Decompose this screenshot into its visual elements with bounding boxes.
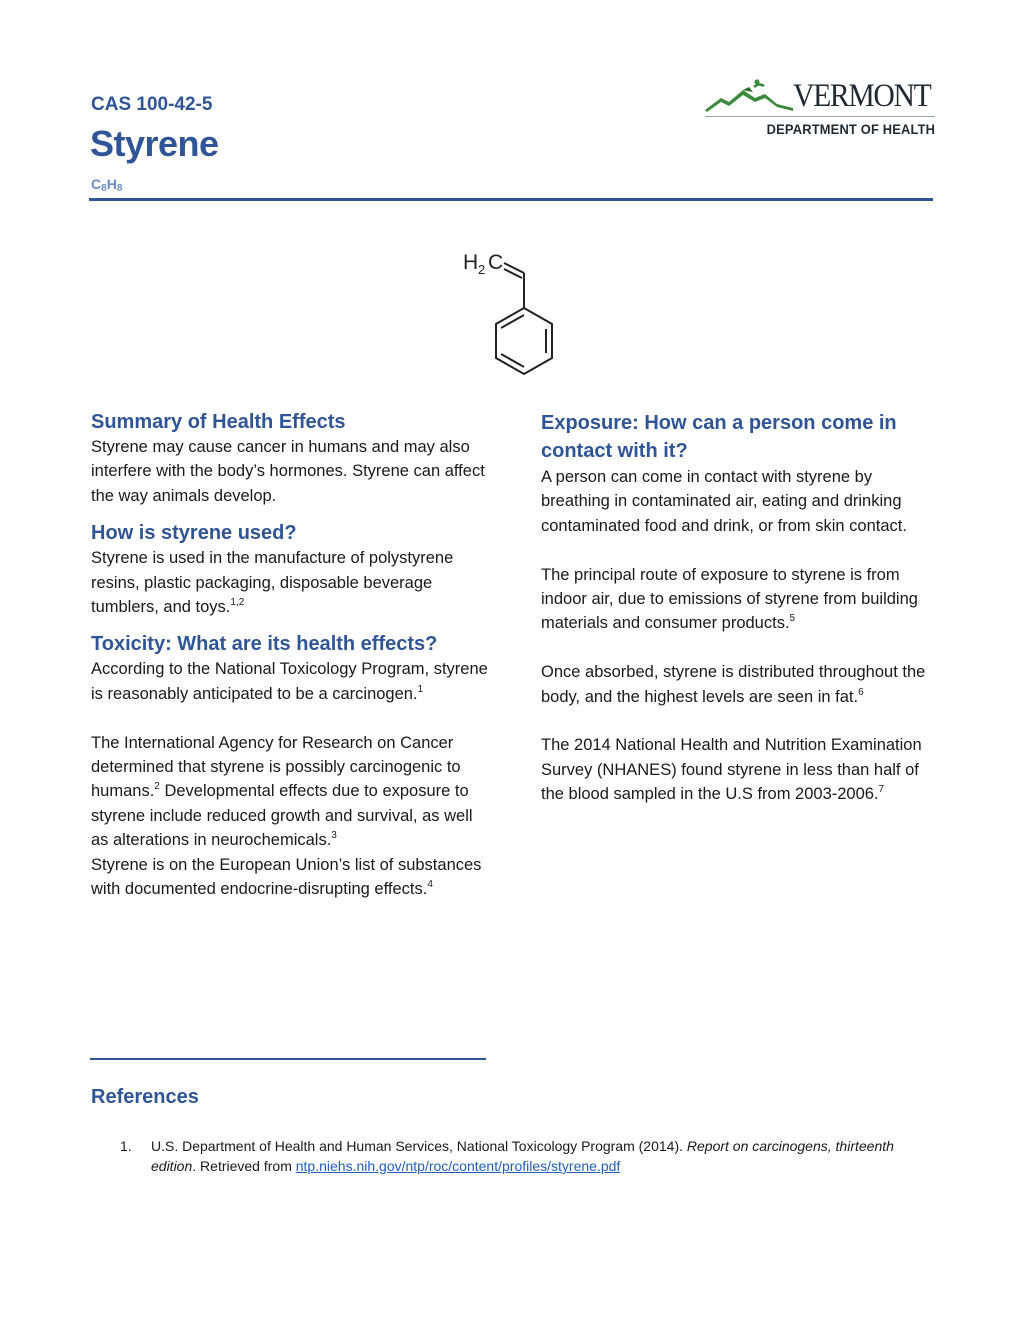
ring-inner-bond-3 [501,315,524,328]
vermont-health-logo [703,76,935,142]
logo-wordmark: VERMONT [793,78,931,114]
cas-number: CAS 100-42-5 [91,94,213,115]
reference-link[interactable]: ntp.niehs.nih.gov/ntp/roc/content/profiles/styrene.pdf [295,1158,621,1174]
styrene-structure-diagram [458,244,568,384]
reference-item [120,1136,910,1176]
benzene-ring [496,308,552,374]
summary-heading: Summary of Health Effects [91,411,346,433]
toxicity-paragraph-3: Styrene is on the European Union’s list of substances with documented endocrine-disrupting effects.$^4$ [91,855,482,899]
summary-text: Styrene may cause cancer in humans and may also interfere with the body’s hormones. Styrene can affect the way animals develop. [91,438,485,505]
structure-label-c: C [488,251,504,274]
references-heading: References [91,1086,199,1108]
exposure-paragraph-4: The 2014 National Health and Nutrition Examination Survey (NHANES) found styrene in less than half of the blood sampled in the U.S from 2003-2006.$^7$ [541,736,922,804]
reference-text: U.S. Department of Health and Human Services, National Toxicology Program (2014). Report on carcinogens, thirteenth edition. Retrieved from ntp.niehs.nih.gov/ntp/roc/content/profiles/styrene.pdf [151,1138,894,1174]
page-title: Styrene [90,123,219,164]
toxicity-heading: Toxicity: What are its health effects? [91,633,438,656]
header-divider [89,198,933,201]
toxicity-paragraph-2: The International Agency for Research on Cancer determined that styrene is possibly carcinogenic to humans.$^2$ Developmental effects due to exposure to styrene include reduced growth and survival, as well as alterations in neurochemicals.$^3$ [91,733,473,850]
toxicity-paragraph-1: According to the National Toxicology Program, styrene is reasonably anticipated to be a carcinogen.$^1$ [91,660,488,703]
exposure-paragraph-3: Once absorbed, styrene is distributed throughout the body, and the highest levels are seen in fat.$^6$ [541,663,926,706]
logo-divider [705,116,935,117]
references-list [120,1136,910,1176]
mountain-logo-icon [703,76,795,116]
chemical-formula: $C_8H_8$ [91,176,123,194]
references-divider [90,1058,486,1060]
usage-text: Styrene is used in the manufacture of polystyrene resins, plastic packaging, disposable beverage tumblers, and toys.$^{1,2}$ [91,549,454,617]
exposure-heading: Exposure: How can a person come in contact with it? [541,412,897,462]
logo-department: DEPARTMENT OF HEALTH [766,121,935,137]
right-column [541,409,941,807]
exposure-paragraph-2: The principal route of exposure to styrene is from indoor air, due to emissions of styrene from building materials and consumer products.$^5$ [541,565,918,633]
exposure-paragraph-1: A person can come in contact with styrene by breathing in contaminated air, eating and drinking contaminated food and drink, or from skin contact. [541,468,907,535]
structure-label-sub: 2 [478,262,486,277]
usage-heading: How is styrene used? [91,522,297,545]
left-column [91,409,491,901]
structure-label-h: H [463,251,479,274]
ring-inner-bond-2 [501,354,524,367]
reference-number: 1. [120,1138,132,1154]
